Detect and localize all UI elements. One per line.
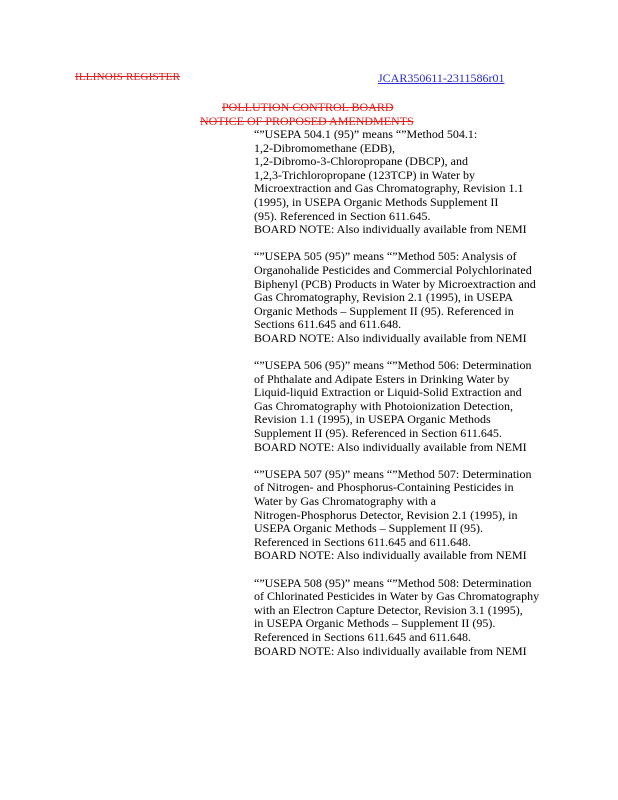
board-note: BOARD NOTE: Also individually available from NEMI: [254, 439, 527, 454]
entry-line: Water by Gas Chromatography with a: [254, 494, 436, 509]
board-note: BOARD NOTE: Also individually available from NEMI: [254, 222, 527, 237]
entry-line: Gas Chromatography with Photoionization Detection,: [254, 398, 513, 413]
board-note: BOARD NOTE: Also individually available from NEMI: [254, 548, 527, 563]
entry-line: Microextraction and Gas Chromatography, Revision 1.1: [254, 181, 524, 196]
board-note: BOARD NOTE: Also individually available from NEMI: [254, 330, 527, 345]
entry-line: Referenced in Sections 611.645 and 611.648.: [254, 629, 472, 644]
entry-line: Gas Chromatography, Revision 2.1 (1995), in USEPA: [254, 290, 514, 305]
entry-line: Organic Methods – Supplement II (95). Referenced in: [254, 303, 514, 318]
definition-entry: [254, 577, 564, 659]
entry-line: of Phthalate and Adipate Esters in Drinking Water by: [254, 371, 510, 386]
entry-line: “”USEPA 508 (95)” means “”Method 508: Determination: [254, 575, 532, 590]
entry-line: Organohalide Pesticides and Commercial Polychlorinated: [254, 262, 532, 277]
entry-line: “”USEPA 504.1 (95)” means “”Method 504.1:: [254, 127, 478, 141]
register-header: ILLINOIS REGISTER: [75, 71, 181, 83]
entry-line: of Nitrogen- and Phosphorus-Containing Pesticides in: [254, 480, 514, 495]
entry-line: 1,2-Dibromo-3-Chloropropane (DBCP), and: [254, 154, 468, 169]
entry-line: Referenced in Sections 611.645 and 611.648.: [254, 534, 472, 549]
entry-line: with an Electron Capture Detector, Revision 3.1 (1995),: [254, 602, 523, 617]
entry-line: Sections 611.645 and 611.648.: [254, 317, 402, 332]
entry-line: 1,2,3-Trichloropropane (123TCP) in Water by: [254, 167, 476, 182]
entry-line: “”USEPA 505 (95)” means “”Method 505: Analysis of: [254, 249, 517, 264]
notice-title: NOTICE OF PROPOSED AMENDMENTS: [200, 114, 414, 128]
definition-entry: [254, 128, 564, 237]
entry-line: “”USEPA 507 (95)” means “”Method 507: Determination: [254, 466, 532, 481]
entry-line: (95). Referenced in Section 611.645.: [254, 208, 431, 223]
entry-line: in USEPA Organic Methods – Supplement II (95).: [254, 616, 496, 631]
entry-line: Supplement II (95). Referenced in Section 611.645.: [254, 426, 502, 441]
document-id: JCAR350611-2311586r01: [378, 71, 505, 85]
definition-entry: [254, 468, 564, 563]
entry-line: Revision 1.1 (1995), in USEPA Organic Methods: [254, 412, 491, 427]
entry-line: 1,2-Dibromomethane (EDB),: [254, 140, 395, 155]
agency-title: POLLUTION CONTROL BOARD: [222, 100, 394, 114]
entry-line: (1995), in USEPA Organic Methods Supplement II: [254, 194, 499, 209]
entry-line: Biphenyl (PCB) Products in Water by Microextraction and: [254, 276, 536, 291]
definition-entry: [254, 359, 564, 454]
entry-line: Nitrogen-Phosphorus Detector, Revision 2.1 (1995), in: [254, 507, 518, 522]
entry-line: Liquid-liquid Extraction or Liquid-Solid Extraction and: [254, 385, 522, 400]
definition-list: [254, 128, 564, 672]
entry-line: of Chlorinated Pesticides in Water by Gas Chromatography: [254, 589, 540, 604]
definition-entry: [254, 250, 564, 345]
entry-line: “”USEPA 506 (95)” means “”Method 506: Determination: [254, 358, 532, 373]
entry-line: USEPA Organic Methods – Supplement II (95).: [254, 521, 483, 536]
board-note: BOARD NOTE: Also individually available from NEMI: [254, 643, 527, 658]
